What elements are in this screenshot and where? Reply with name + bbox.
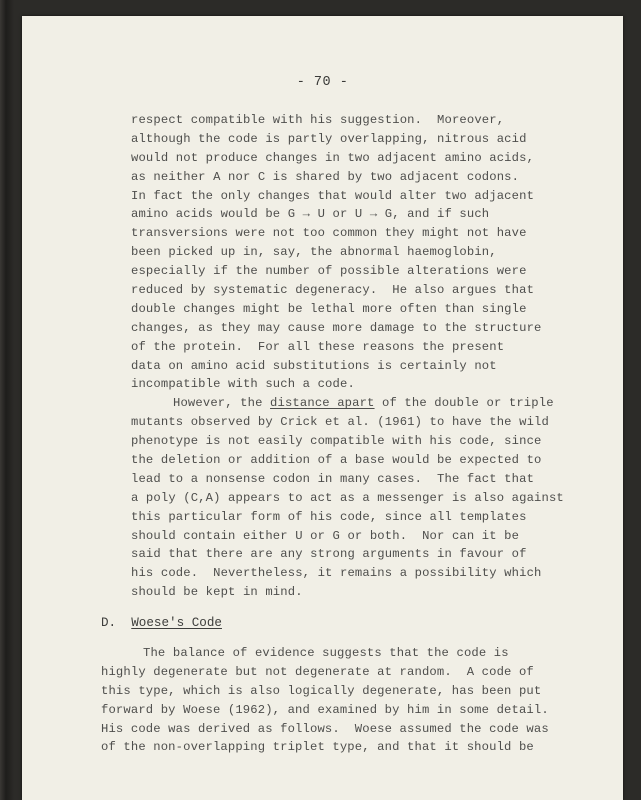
text-segment: of the double or triple — [374, 396, 554, 411]
paragraph-2 — [131, 394, 601, 602]
text-line: reduced by systematic degeneracy. He also argues that — [131, 283, 535, 298]
text-line: should be kept in mind. — [131, 585, 303, 600]
text-line: His code was derived as follows. Woese assumed the code was — [101, 721, 549, 736]
text-line: forward by Woese (1962), and examined by him in some detail. — [101, 702, 549, 717]
text-line: as neither A nor C is shared by two adjacent codons. — [131, 169, 520, 184]
text-line: this particular form of his code, since all templates — [131, 509, 527, 524]
text-line: In fact the only changes that would alter two adjacent — [131, 188, 535, 203]
text-line: mutants observed by Crick et al. (1961) to have the wild — [131, 415, 549, 430]
text-line: the deletion or addition of a base would be expected to — [131, 453, 542, 468]
text-line — [131, 394, 601, 413]
text-line: The balance of evidence suggests that the code is — [143, 646, 509, 660]
text-line: would not produce changes in two adjacent amino acids, — [131, 150, 535, 165]
text-segment: However, the — [173, 396, 271, 411]
text-line: should contain either U or G or both. Nor can it be — [131, 528, 520, 543]
text-line: his code. Nevertheless, it remains a possibility which — [131, 566, 542, 581]
underlined-phrase: distance apart — [270, 396, 375, 411]
text-line: incompatible with such a code. — [131, 377, 355, 392]
text-line: of the non-overlapping triplet type, and that it should be — [101, 740, 534, 755]
text-line: especially if the number of possible alterations were — [131, 264, 527, 279]
text-line: been picked up in, say, the abnormal haemoglobin, — [131, 245, 497, 260]
paragraph-3 — [101, 644, 601, 757]
text-line: a poly (C,A) appears to act as a messenger is also against — [131, 490, 564, 505]
text-line: although the code is partly overlapping, nitrous acid — [131, 131, 527, 146]
document-page — [22, 16, 623, 800]
text-line: data on amino acid substitutions is certainly not — [131, 358, 497, 373]
text-line: lead to a nonsense codon in many cases. The fact that — [131, 471, 535, 486]
text-line: of the protein. For all these reasons the present — [131, 339, 505, 354]
text-line: highly degenerate but not degenerate at random. A code of — [101, 664, 534, 679]
text-line: phenotype is not easily compatible with his code, since — [131, 434, 542, 449]
text-line: double changes might be lethal more often than single — [131, 301, 527, 316]
text-line: respect compatible with his suggestion. Moreover, — [131, 113, 505, 127]
page-number: - 70 - — [296, 75, 349, 90]
text-line: said that there are any strong arguments in favour of — [131, 547, 527, 562]
section-title: Woese's Code — [131, 616, 222, 630]
text-line: changes, as they may cause more damage to the structure — [131, 320, 542, 335]
paragraph-1 — [131, 111, 601, 394]
body-text — [131, 111, 601, 602]
section-letter: D. — [101, 616, 117, 630]
text-line: amino acids would be G → U or U → G, and if such — [131, 207, 490, 222]
text-line: transversions were not too common they might not have — [131, 226, 527, 241]
section-heading — [101, 616, 222, 630]
text-line: this type, which is also logically degenerate, has been put — [101, 683, 542, 698]
